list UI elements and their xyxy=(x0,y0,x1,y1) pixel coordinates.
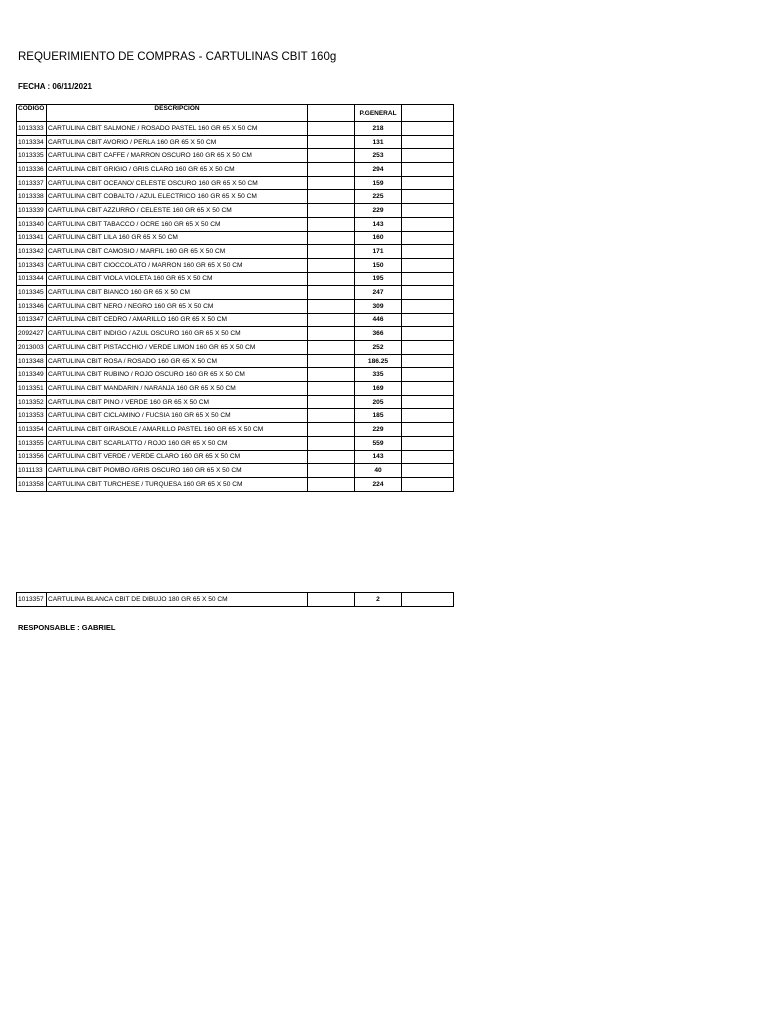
table-row xyxy=(17,204,454,218)
empty-cell xyxy=(402,436,454,450)
item-code: 1013349 xyxy=(17,368,47,382)
table-row xyxy=(17,245,454,259)
item-description: CARTULINA CBIT PINO / VERDE 160 GR 65 X 50 CM xyxy=(47,395,308,409)
table-row xyxy=(17,149,454,163)
item-price: 143 xyxy=(355,450,402,464)
additional-item-table xyxy=(16,592,454,607)
item-code: 1013334 xyxy=(17,135,47,149)
empty-cell xyxy=(402,204,454,218)
empty-cell xyxy=(402,217,454,231)
empty-cell xyxy=(308,450,355,464)
item-price: 229 xyxy=(355,423,402,437)
item-description: CARTULINA CBIT PIOMBO /GRIS OSCURO 160 GR 65 X 50 CM xyxy=(47,464,308,478)
item-price: 195 xyxy=(355,272,402,286)
header-empty-2 xyxy=(402,105,454,122)
empty-cell xyxy=(402,593,454,607)
table-row xyxy=(17,436,454,450)
empty-cell xyxy=(402,313,454,327)
item-price: 446 xyxy=(355,313,402,327)
item-price: 159 xyxy=(355,176,402,190)
empty-cell xyxy=(402,464,454,478)
empty-cell xyxy=(402,231,454,245)
table-row xyxy=(17,450,454,464)
item-description: CARTULINA CBIT GRIGIO / GRIS CLARO 160 GR 65 X 50 CM xyxy=(47,163,308,177)
empty-cell xyxy=(402,450,454,464)
empty-cell xyxy=(308,286,355,300)
empty-cell xyxy=(308,341,355,355)
empty-cell xyxy=(402,382,454,396)
empty-cell xyxy=(308,395,355,409)
empty-cell xyxy=(308,368,355,382)
item-price: 40 xyxy=(355,464,402,478)
item-code: 1011133 xyxy=(17,464,47,478)
item-code: 1013355 xyxy=(17,436,47,450)
item-code: 1013345 xyxy=(17,286,47,300)
header-code: CODIGO xyxy=(17,105,47,122)
purchase-requirements-table xyxy=(16,104,454,492)
item-description: CARTULINA CBIT BIANCO 160 GR 65 X 50 CM xyxy=(47,286,308,300)
empty-cell xyxy=(402,245,454,259)
empty-cell xyxy=(308,135,355,149)
item-description: CARTULINA CBIT VIOLA VIOLETA 160 GR 65 X 50 CM xyxy=(47,272,308,286)
item-code: 1013346 xyxy=(17,299,47,313)
item-price: 2 xyxy=(355,593,402,607)
item-code: 1013336 xyxy=(17,163,47,177)
item-price: 366 xyxy=(355,327,402,341)
item-price: 309 xyxy=(355,299,402,313)
header-empty-1 xyxy=(308,105,355,122)
item-code: 1013353 xyxy=(17,409,47,423)
item-description: CARTULINA CBIT GIRASOLE / AMARILLO PASTEL 160 GR 65 X 50 CM xyxy=(47,423,308,437)
empty-cell xyxy=(402,423,454,437)
item-description: CARTULINA BLANCA CBIT DE DIBUJO 180 GR 65 X 50 CM xyxy=(47,593,308,607)
item-price: 171 xyxy=(355,245,402,259)
item-code: 1013347 xyxy=(17,313,47,327)
table-row xyxy=(17,163,454,177)
empty-cell xyxy=(308,272,355,286)
table-row xyxy=(17,354,454,368)
item-description: CARTULINA CBIT SALMONE / ROSADO PASTEL 160 GR 65 X 50 CM xyxy=(47,122,308,136)
item-price: 294 xyxy=(355,163,402,177)
empty-cell xyxy=(308,204,355,218)
item-code: 1013352 xyxy=(17,395,47,409)
item-code: 1013335 xyxy=(17,149,47,163)
item-description: CARTULINA CBIT OCEANO/ CELESTE OSCURO 160 GR 65 X 50 CM xyxy=(47,176,308,190)
item-price: 247 xyxy=(355,286,402,300)
table-row xyxy=(17,477,454,491)
item-description: CARTULINA CBIT TABACCO / OCRE 160 GR 65 X 50 CM xyxy=(47,217,308,231)
empty-cell xyxy=(402,395,454,409)
empty-cell xyxy=(308,354,355,368)
item-code: 1013356 xyxy=(17,450,47,464)
item-code: 1013333 xyxy=(17,122,47,136)
item-code: 1013357 xyxy=(17,593,47,607)
empty-cell xyxy=(402,135,454,149)
item-description: CARTULINA CBIT MANDARIN / NARANJA 160 GR 65 X 50 CM xyxy=(47,382,308,396)
table-row xyxy=(17,593,454,607)
item-description: CARTULINA CBIT CAMOSIO / MARFIL 160 GR 65 X 50 CM xyxy=(47,245,308,259)
item-price: 224 xyxy=(355,477,402,491)
empty-cell xyxy=(402,258,454,272)
table-row xyxy=(17,313,454,327)
item-code: 1013343 xyxy=(17,258,47,272)
empty-cell xyxy=(308,382,355,396)
item-price: 225 xyxy=(355,190,402,204)
item-description: CARTULINA CBIT ROSA / ROSADO 160 GR 65 X 50 CM xyxy=(47,354,308,368)
item-code: 1013348 xyxy=(17,354,47,368)
item-code: 2013003 xyxy=(17,341,47,355)
empty-cell xyxy=(402,327,454,341)
empty-cell xyxy=(308,436,355,450)
item-code: 1013339 xyxy=(17,204,47,218)
item-price: 229 xyxy=(355,204,402,218)
item-code: 1013337 xyxy=(17,176,47,190)
empty-cell xyxy=(402,299,454,313)
item-code: 1013358 xyxy=(17,477,47,491)
item-price: 185 xyxy=(355,409,402,423)
empty-cell xyxy=(308,313,355,327)
empty-cell xyxy=(308,299,355,313)
item-price: 186.25 xyxy=(355,354,402,368)
empty-cell xyxy=(402,409,454,423)
table-row xyxy=(17,272,454,286)
empty-cell xyxy=(308,231,355,245)
table-row xyxy=(17,395,454,409)
table-row xyxy=(17,176,454,190)
empty-cell xyxy=(308,258,355,272)
table-row xyxy=(17,423,454,437)
empty-cell xyxy=(308,149,355,163)
empty-cell xyxy=(308,409,355,423)
empty-cell xyxy=(308,464,355,478)
item-description: CARTULINA CBIT CEDRO / AMARILLO 160 GR 65 X 50 CM xyxy=(47,313,308,327)
empty-cell xyxy=(308,593,355,607)
item-price: 218 xyxy=(355,122,402,136)
item-description: CARTULINA CBIT RUBINO / ROJO OSCURO 160 GR 65 X 50 CM xyxy=(47,368,308,382)
item-code: 1013342 xyxy=(17,245,47,259)
item-code: 1013351 xyxy=(17,382,47,396)
item-price: 205 xyxy=(355,395,402,409)
item-description: CARTULINA CBIT LILA 160 GR 65 X 50 CM xyxy=(47,231,308,245)
empty-cell xyxy=(402,354,454,368)
empty-cell xyxy=(402,149,454,163)
table-row xyxy=(17,409,454,423)
empty-cell xyxy=(402,190,454,204)
table-row xyxy=(17,299,454,313)
item-description: CARTULINA CBIT SCARLATTO / ROJO 160 GR 65 X 50 CM xyxy=(47,436,308,450)
item-code: 1013341 xyxy=(17,231,47,245)
empty-cell xyxy=(402,122,454,136)
header-price: P.GENERAL xyxy=(355,105,402,122)
item-description: CARTULINA CBIT INDIGO / AZUL OSCURO 160 GR 65 X 50 CM xyxy=(47,327,308,341)
document-title: REQUERIMIENTO DE COMPRAS - CARTULINAS CBIT 160g xyxy=(18,51,337,63)
table-row xyxy=(17,368,454,382)
item-code: 1013354 xyxy=(17,423,47,437)
document-date: FECHA : 06/11/2021 xyxy=(18,82,92,91)
item-description: CARTULINA CBIT CAFFE / MARRON OSCURO 160 GR 65 X 50 CM xyxy=(47,149,308,163)
item-price: 143 xyxy=(355,217,402,231)
table-row xyxy=(17,190,454,204)
item-description: CARTULINA CBIT CIOCCOLATO / MARRON 160 GR 65 X 50 CM xyxy=(47,258,308,272)
item-code: 1013338 xyxy=(17,190,47,204)
table-row xyxy=(17,231,454,245)
item-price: 559 xyxy=(355,436,402,450)
table-row xyxy=(17,122,454,136)
item-description: CARTULINA CBIT COBALTO / AZUL ELECTRICO 160 GR 65 X 50 CM xyxy=(47,190,308,204)
item-code: 1013340 xyxy=(17,217,47,231)
empty-cell xyxy=(402,272,454,286)
item-description: CARTULINA CBIT VERDE / VERDE CLARO 160 GR 65 X 50 CM xyxy=(47,450,308,464)
table-row xyxy=(17,464,454,478)
table-row xyxy=(17,286,454,300)
table-row xyxy=(17,217,454,231)
empty-cell xyxy=(308,477,355,491)
empty-cell xyxy=(402,163,454,177)
item-description: CARTULINA CBIT AZZURRO / CELESTE 160 GR 65 X 50 CM xyxy=(47,204,308,218)
item-description: CARTULINA CBIT CICLAMINO / FUCSIA 160 GR 65 X 50 CM xyxy=(47,409,308,423)
empty-cell xyxy=(308,327,355,341)
item-code: 2092427 xyxy=(17,327,47,341)
header-description: DESCRIPCION xyxy=(47,105,308,122)
empty-cell xyxy=(402,477,454,491)
empty-cell xyxy=(308,217,355,231)
item-description: CARTULINA CBIT NERO / NEGRO 160 GR 65 X 50 CM xyxy=(47,299,308,313)
item-price: 335 xyxy=(355,368,402,382)
item-description: CARTULINA CBIT AVORIO / PERLA 160 GR 65 X 50 CM xyxy=(47,135,308,149)
table-header-row xyxy=(17,105,454,122)
item-price: 169 xyxy=(355,382,402,396)
empty-cell xyxy=(308,190,355,204)
table-row xyxy=(17,341,454,355)
empty-cell xyxy=(402,341,454,355)
item-description: CARTULINA CBIT PISTACCHIO / VERDE LIMON 160 GR 65 X 50 CM xyxy=(47,341,308,355)
item-price: 131 xyxy=(355,135,402,149)
table-row xyxy=(17,382,454,396)
item-price: 253 xyxy=(355,149,402,163)
empty-cell xyxy=(402,176,454,190)
empty-cell xyxy=(402,368,454,382)
item-price: 160 xyxy=(355,231,402,245)
empty-cell xyxy=(402,286,454,300)
empty-cell xyxy=(308,423,355,437)
table-row xyxy=(17,135,454,149)
item-code: 1013344 xyxy=(17,272,47,286)
item-description: CARTULINA CBIT TURCHESE / TURQUESA 160 GR 65 X 50 CM xyxy=(47,477,308,491)
empty-cell xyxy=(308,122,355,136)
empty-cell xyxy=(308,176,355,190)
table-row xyxy=(17,327,454,341)
empty-cell xyxy=(308,245,355,259)
empty-cell xyxy=(308,163,355,177)
item-price: 150 xyxy=(355,258,402,272)
item-price: 252 xyxy=(355,341,402,355)
table-row xyxy=(17,258,454,272)
responsable-line: RESPONSABLE : GABRIEL xyxy=(18,623,116,632)
